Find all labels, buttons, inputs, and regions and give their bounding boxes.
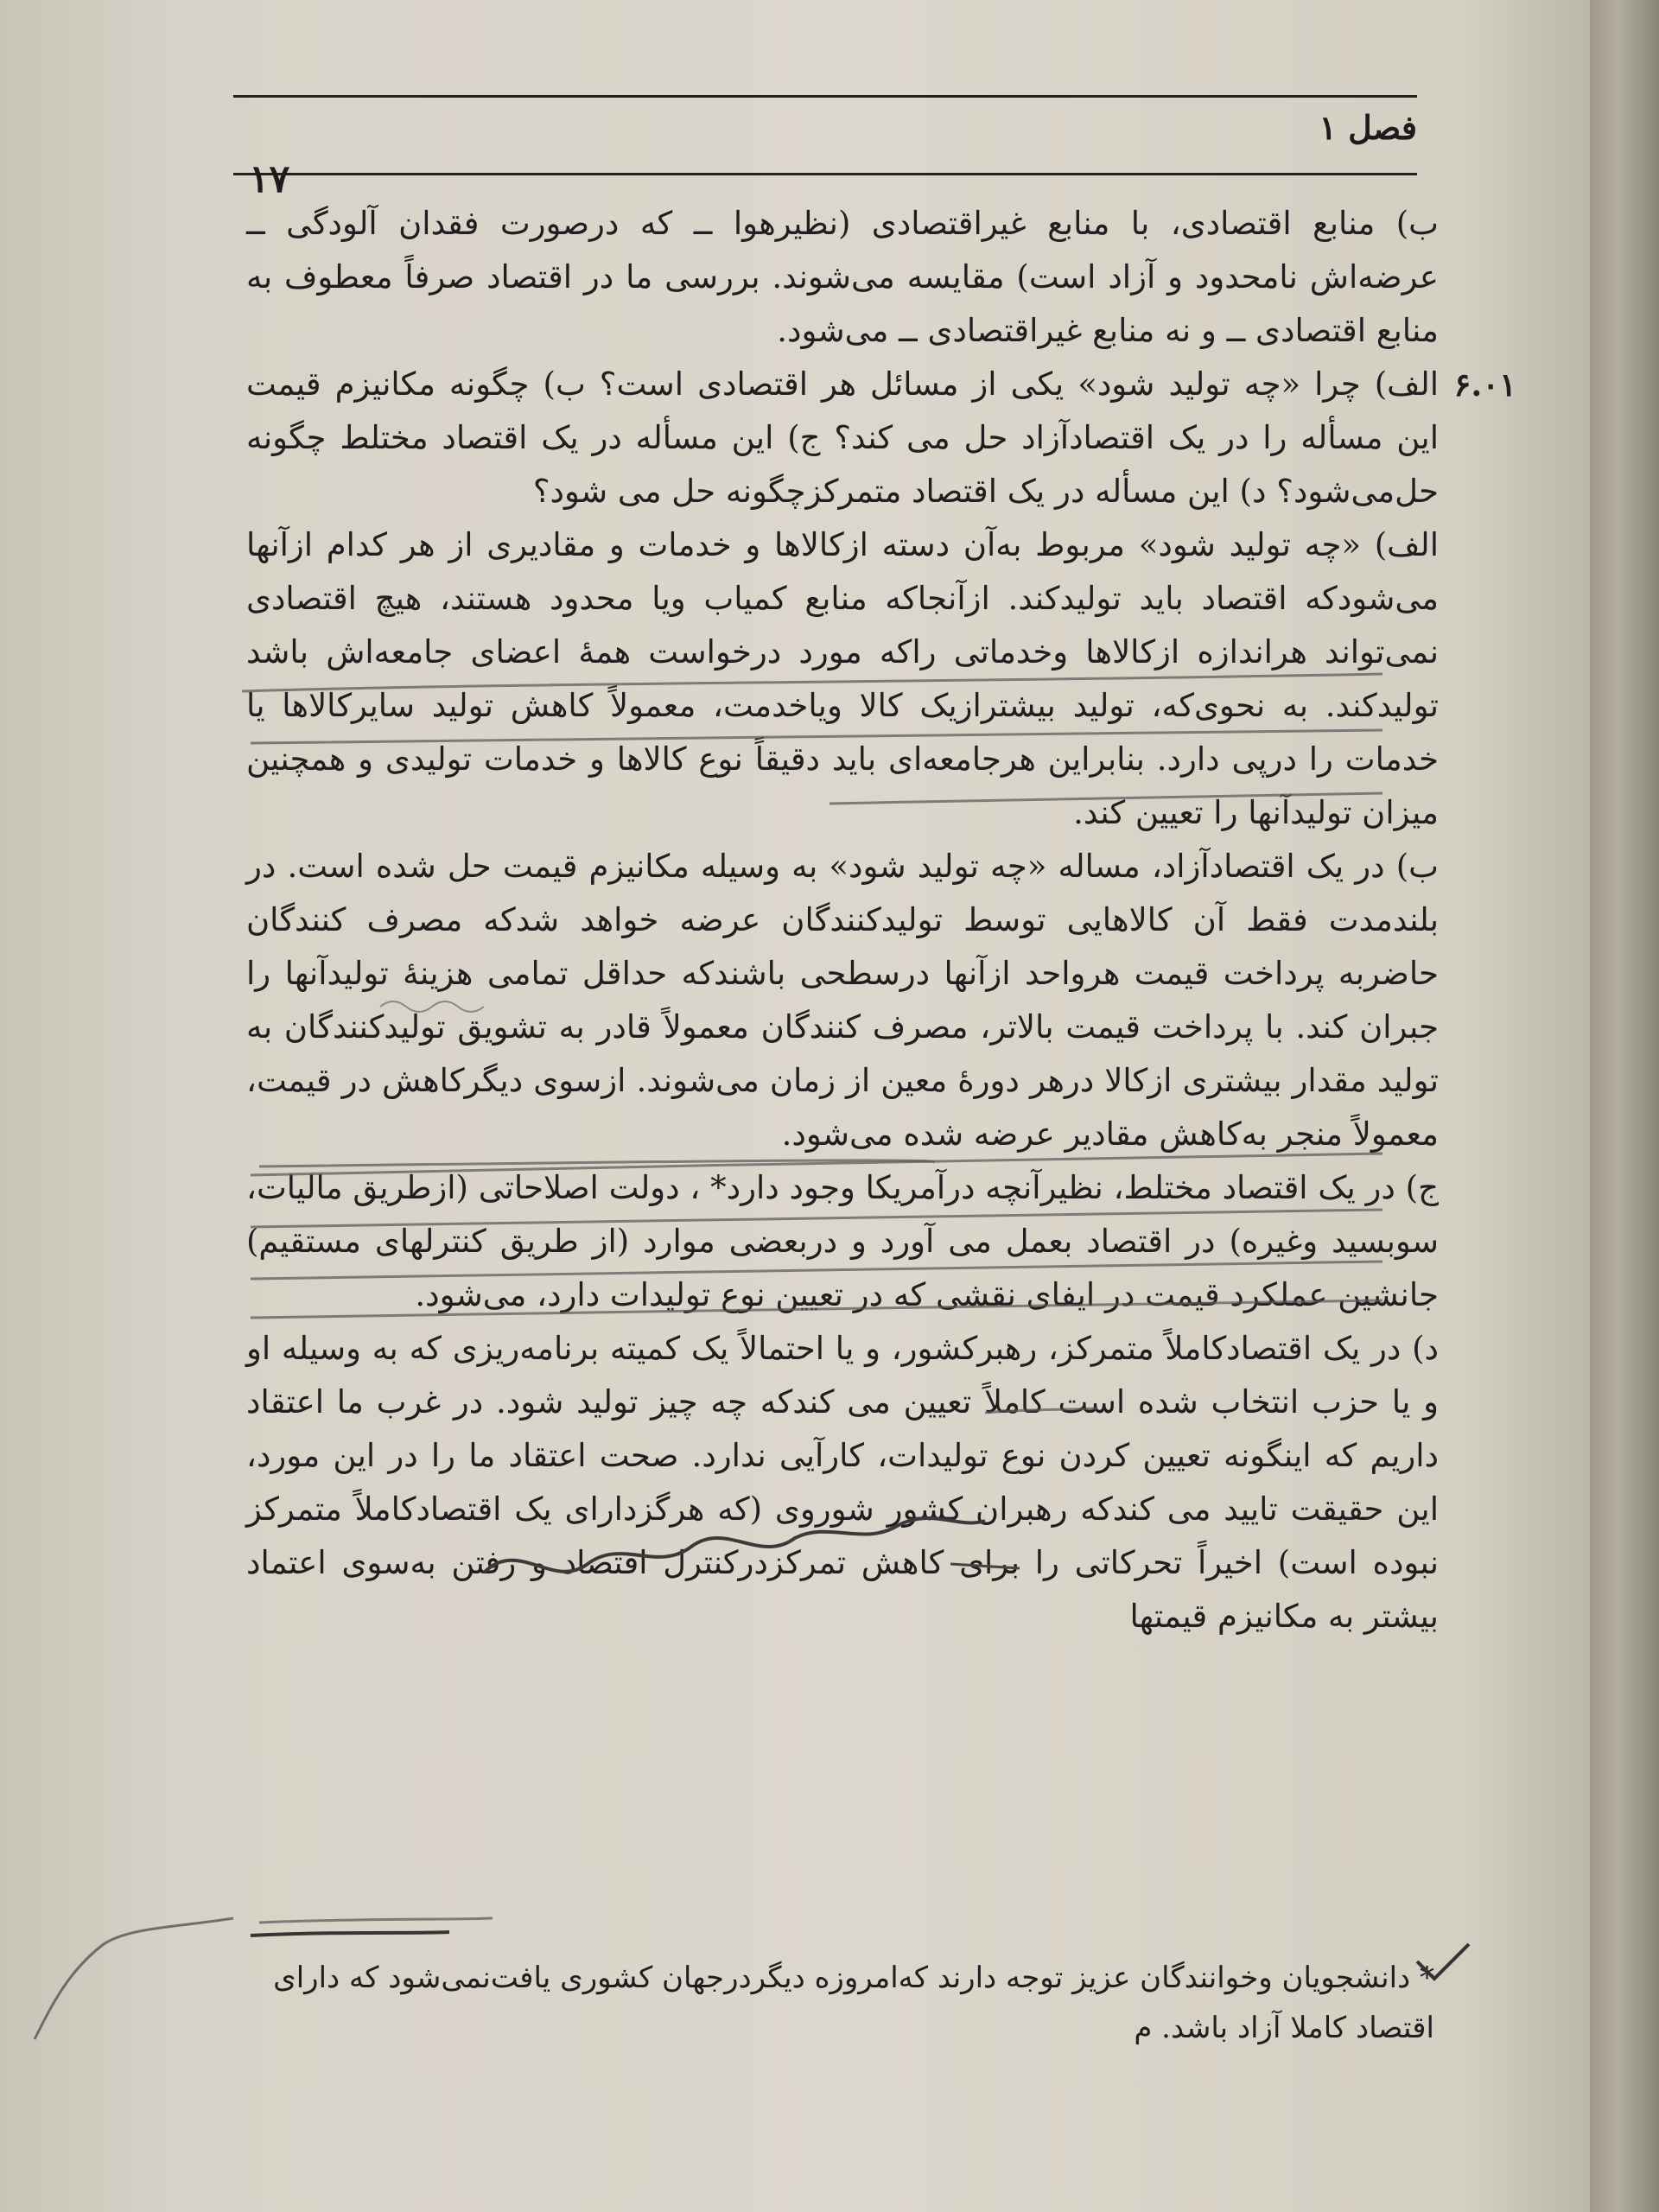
page-header	[233, 86, 1417, 201]
question-6-01	[246, 358, 1516, 518]
paragraph-b-resources	[246, 197, 1439, 358]
answer-jim	[246, 1161, 1439, 1322]
pencil-underline	[251, 1932, 449, 1936]
paragraph-text: ب) منابع اقتصادی، با منابع غیراقتصادی (نظیرهوا ــ که درصورت فقدان آلودگی ــ عرضه‌اش نامحدود و آزاد است) مقایسه می‌شوند. بررسی ما در اقتصاد صرفاً معطوف به منابع اقتصادی ــ و نه منابع غیراقتصادی ــ می‌شود.	[246, 205, 1439, 349]
pencil-underline	[259, 1918, 493, 1923]
page-edge-shadow	[1590, 0, 1659, 2212]
margin-note-stroke	[35, 1918, 233, 2039]
answer-be	[246, 840, 1439, 1161]
answer-dal	[246, 1322, 1439, 1643]
paragraph-text: د) در یک اقتصادکاملاً متمرکز، رهبرکشور، و یا احتمالاً یک کمیته برنامه‌ریزی که به وسیله او و یا حزب انتخاب شده است کاملاً تعیین می کندکه چه چیز تولید شود. در غرب ما اعتقاد داریم که اینگونه تعیین کردن نوع تولیدات، کارآیی ندارد. صحت اعتقاد ما را در این مورد، این حقیقت تایید می کندکه رهبران کشور شوروی (که هرگزدارای یک اقتصادکاملاً متمرکز نبوده است) اخیراً تحرکاتی را برای کاهش تمرکزدرکنترل اقتصاد و رفتن به‌سوی اعتماد بیشتر به مکانیزم قیمتها	[246, 1330, 1439, 1635]
header-rule-bottom	[233, 173, 1417, 175]
paragraph-text: ج) در یک اقتصاد مختلط، نظیرآنچه درآمریکا وجود دارد* ، دولت اصلاحاتی (ازطریق مالیات، سوبسید وغیره) در اقتصاد بعمل می آورد و دربعضی موارد (از طریق کنترلهای مستقیم) جانشین عملکرد قیمت در ایفای نقشی که در تعیین نوع تولیدات دارد، می‌شود.	[246, 1169, 1439, 1313]
page-number: ۱۷	[249, 157, 290, 201]
header-rule-top	[233, 95, 1417, 98]
paragraph-text: الف) «چه تولید شود» مربوط به‌آن دسته ازکالاها و خدمات و مقادیری از هر کدام ازآنها می‌شودکه اقتصاد باید تولیدکند. ازآنجاکه منابع کمیاب ویا محدود هستند، هیچ اقتصادی نمی‌تواند هراندازه ازکالاها وخدماتی راکه مورد درخواست همهٔ اعضای جامعه‌اش باشد تولیدکند. به نحوی‌که، تولید بیشترازیک کالا ویاخدمت، معمولاً کاهش تولید سایرکالاها یا خدمات را درپی دارد. بنابراین هرجامعه‌ای باید دقیقاً نوع کالاها و خدمات تولیدی و همچنین میزان تولیدآنها را تعیین کند.	[246, 526, 1439, 831]
chapter-title: فصل ۱	[1319, 108, 1417, 147]
footnote: * دانشجویان وخوانندگان عزیز توجه دارند که‌امروزه دیگردرجهان کشوری یافت‌نمی‌شود که دارای اقتصاد کاملا آزاد باشد. م	[273, 1961, 1434, 2045]
question-number: ۶.۰۱	[1453, 365, 1516, 404]
paragraph-text: ب) در یک اقتصادآزاد، مساله «چه تولید شود» به وسیله مکانیزم قیمت حل شده است. در بلندمدت فقط آن کالاهایی توسط تولیدکنندگان عرضه خواهد شدکه مصرف کنندگان حاضربه پرداخت قیمت هرواحد ازآنها درسطحی باشندکه حداقل تمامی هزینهٔ تولیدآنها را جبران کند. با پرداخت قیمت بالاتر، مصرف کنندگان معمولاً قادر به تشویق تولیدکنندگان به تولید مقدار بیشتری ازکالا درهر دورهٔ معین از زمان می‌شوند. ازسوی دیگرکاهش در قیمت، معمولاً منجر به‌کاهش مقادیر عرضه شده می‌شود.	[246, 848, 1439, 1153]
answer-alef	[246, 518, 1439, 840]
page-body	[246, 197, 1516, 1643]
paragraph-text: الف) چرا «چه تولید شود» یکی از مسائل هر اقتصادی است؟ ب) چگونه مکانیزم قیمت این مسأله را در یک اقتصادآزاد حل می کند؟ ج) این مسأله در یک اقتصاد مختلط چگونه حل‌می‌شود؟ د) این مسأله در یک اقتصاد متمرکزچگونه حل می شود؟	[246, 365, 1439, 510]
